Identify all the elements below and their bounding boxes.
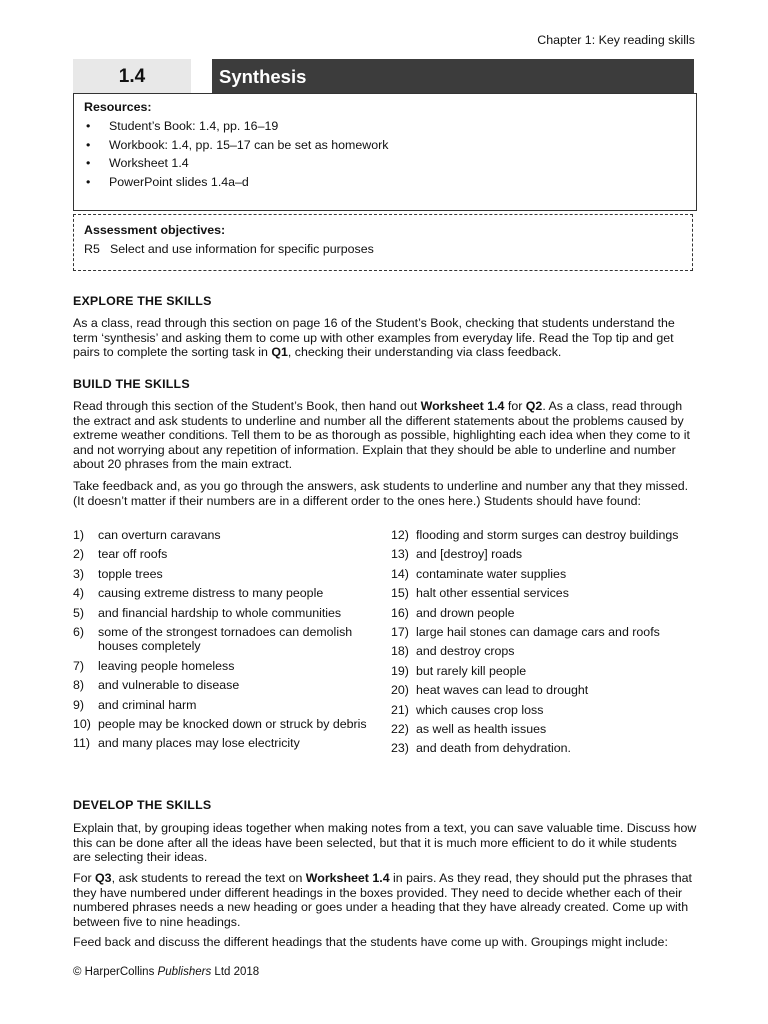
build-paragraph-1: Read through this section of the Student’s Book, then hand out Worksheet 1.4 for Q2. As a class, read through the extract and ask students to underline and number all the different statements about the problems caused by extreme weather conditions. Tell them to be as thorough as possible, highlighting each idea when they come to it and not worrying about any repetition of information. Explain that they should be able to underline and number about 20 phrases from the main extract. — [73, 399, 690, 471]
item-number: 7) — [73, 658, 85, 673]
item-text: contaminate water supplies — [416, 566, 567, 581]
dashed-border-left — [73, 214, 74, 271]
resource-item: • Worksheet 1.4 — [84, 154, 686, 173]
objectives-heading: Assessment objectives: — [84, 223, 226, 237]
item-text: halt other essential services — [416, 586, 569, 601]
item-number: 17) — [391, 624, 409, 639]
answer-list-item — [391, 741, 701, 756]
item-number: 21) — [391, 702, 409, 717]
item-text: flooding and storm surges can destroy buildings — [416, 528, 679, 542]
item-text: and [destroy] roads — [416, 547, 523, 562]
item-text: topple trees — [98, 566, 163, 581]
answer-list-item — [391, 625, 701, 640]
build-heading: BUILD THE SKILLS — [73, 377, 190, 391]
answer-list-item — [73, 698, 373, 713]
item-text: leaving people homeless — [98, 658, 235, 673]
item-number: 3) — [73, 566, 85, 581]
item-text: as well as health issues — [416, 721, 547, 736]
answer-list-item — [73, 606, 373, 621]
item-number: 15) — [391, 586, 409, 601]
answer-list-item — [391, 606, 701, 621]
answer-list-left — [73, 528, 373, 756]
item-number: 23) — [391, 741, 409, 756]
answer-list-item — [391, 644, 701, 659]
item-number: 22) — [391, 721, 409, 736]
item-number: 8) — [73, 678, 85, 693]
answer-list-item — [73, 717, 373, 732]
item-number: 14) — [391, 566, 409, 581]
item-number: 6) — [73, 624, 85, 639]
item-text: which causes crop loss — [416, 702, 544, 717]
item-number: 19) — [391, 663, 409, 678]
item-text: and many places may lose electricity — [98, 736, 300, 751]
item-text: but rarely kill people — [416, 663, 527, 678]
item-number: 2) — [73, 547, 85, 562]
item-text: can overturn caravans — [98, 528, 221, 542]
dashed-border-right — [692, 214, 693, 271]
answer-list-item — [73, 625, 373, 654]
resources-list — [84, 117, 686, 191]
item-number: 11) — [73, 736, 90, 751]
item-text: and criminal harm — [98, 697, 197, 712]
answer-list-item — [391, 547, 701, 562]
lesson-number: 1.4 — [73, 59, 191, 93]
resource-item: • PowerPoint slides 1.4a–d — [84, 173, 686, 192]
explore-paragraph: As a class, read through this section on page 16 of the Student’s Book, checking that students understand the term ‘synthesis’ and asking them to come up with other examples from everyday life. Read the Top tip and get pairs to complete the sorting task in Q1, checking their understanding via class feedback. — [73, 316, 675, 359]
item-number: 9) — [73, 697, 85, 712]
item-text: people may be knocked down or struck by debris — [98, 717, 367, 732]
objective-code: R5 — [84, 242, 100, 256]
answer-list-item — [391, 722, 701, 737]
answer-list-item — [391, 683, 701, 698]
objective-text: Select and use information for specific purposes — [110, 242, 374, 256]
item-text: and drown people — [416, 605, 515, 620]
answer-list-item — [73, 736, 373, 751]
item-text: some of the strongest tornadoes can demolish houses completely — [98, 624, 353, 654]
item-text: large hail stones can damage cars and roofs — [416, 624, 660, 639]
item-text: tear off roofs — [98, 547, 168, 562]
item-text: and death from dehydration. — [416, 741, 571, 756]
explore-heading: EXPLORE THE SKILLS — [73, 294, 212, 308]
answer-list-item — [73, 547, 373, 562]
lesson-title-bar — [73, 59, 694, 93]
item-number: 12) — [391, 528, 409, 542]
answer-list-item — [391, 528, 701, 543]
develop-paragraph-2: For Q3, ask students to reread the text on Worksheet 1.4 in pairs. As they read, they should put the phrases that they have numbered under different headings in the boxes provided. They need to decide whether each of their numbered phrases needs a new heading or goes under a heading that they have already created. Come up with between five to nine headings. — [73, 871, 692, 929]
item-number: 18) — [391, 644, 409, 659]
answer-list-item — [391, 586, 701, 601]
item-number: 5) — [73, 605, 85, 620]
answer-list-right — [391, 528, 701, 761]
dashed-border-top — [73, 214, 693, 215]
item-number: 10) — [73, 717, 91, 732]
answer-list-item — [391, 664, 701, 679]
item-text: and financial hardship to whole communities — [98, 605, 342, 620]
running-head: Chapter 1: Key reading skills — [537, 33, 695, 47]
item-number: 20) — [391, 683, 409, 698]
answer-list-item — [391, 567, 701, 582]
item-text: and destroy crops — [416, 644, 515, 659]
answer-list-item — [73, 567, 373, 582]
copyright-footer: © HarperCollins Publishers Ltd 2018 — [73, 966, 260, 978]
develop-paragraph-3: Feed back and discuss the different headings that the students have come up with. Groupings might include: — [73, 935, 668, 949]
objective-item — [84, 242, 374, 256]
resources-box — [73, 93, 697, 211]
item-number: 13) — [391, 547, 409, 562]
lesson-title: Synthesis — [212, 59, 694, 93]
build-paragraph-2: Take feedback and, as you go through the answers, ask students to underline and number any that they missed. (It doesn’t matter if their numbers are in a different order to the ones here.) Students should have found: — [73, 479, 689, 508]
item-number: 4) — [73, 586, 85, 601]
item-text: and vulnerable to disease — [98, 678, 240, 693]
assessment-objectives-box — [73, 214, 693, 271]
resource-item: • Student’s Book: 1.4, pp. 16–19 — [84, 117, 686, 136]
answer-list-item — [73, 659, 373, 674]
item-text: causing extreme distress to many people — [98, 586, 324, 601]
answer-list-item — [73, 528, 373, 543]
develop-heading: DEVELOP THE SKILLS — [73, 798, 212, 812]
item-text: heat waves can lead to drought — [416, 683, 589, 698]
answer-list-item — [73, 678, 373, 693]
resource-item: • Workbook: 1.4, pp. 15–17 can be set as homework — [84, 136, 686, 155]
item-number: 1) — [73, 528, 85, 542]
dashed-border-bottom — [73, 270, 693, 271]
answer-list-item — [391, 703, 701, 718]
answer-list-item — [73, 586, 373, 601]
develop-paragraph-1: Explain that, by grouping ideas together when making notes from a text, you can save valuable time. Discuss how this can be done after all the ideas have been selected, but that it is much more efficient to do it while students are selecting their ideas. — [73, 821, 697, 864]
item-number: 16) — [391, 605, 409, 620]
resources-heading: Resources: — [84, 100, 152, 114]
